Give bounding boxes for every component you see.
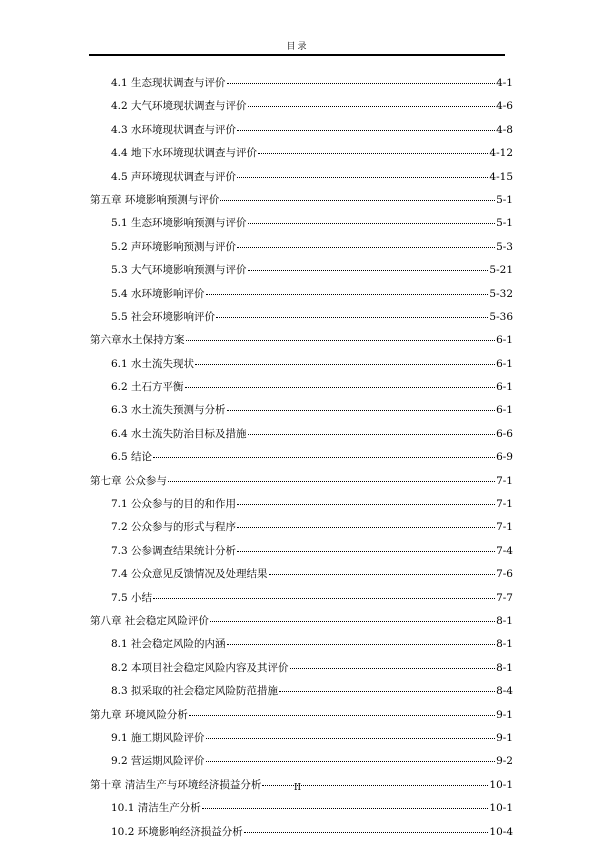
toc-section-entry[interactable]: [111, 262, 513, 285]
toc-entry-title: 7.4 公众意见反馈情况及处理结果: [111, 568, 268, 581]
toc-entry-title: 4.5 声环境现状调查与评价: [111, 170, 237, 183]
toc-section-entry[interactable]: [111, 122, 513, 145]
toc-dot-leader: [153, 598, 495, 599]
toc-chapter-entry[interactable]: [90, 192, 513, 215]
toc-entry-title: 第五章 环境影响预测与评价: [90, 193, 220, 206]
toc-section-entry[interactable]: [111, 426, 513, 449]
toc-entry-title: 7.5 小结: [111, 591, 153, 604]
toc-entry-page: 5-21: [489, 264, 513, 277]
toc-dot-leader: [248, 223, 496, 224]
toc-dot-leader: [269, 574, 496, 575]
toc-entry-page: 7-1: [496, 521, 513, 534]
toc-dot-leader: [227, 644, 496, 645]
toc-entry-title: 6.2 土石方平衡: [111, 381, 184, 394]
toc-dot-leader: [244, 832, 489, 833]
toc-dot-leader: [248, 434, 496, 435]
toc-dot-leader: [206, 761, 496, 762]
toc-entry-page: 5-36: [489, 310, 513, 323]
toc-section-entry[interactable]: [111, 75, 513, 98]
toc-section-entry[interactable]: [111, 730, 513, 753]
toc-entry-title: 5.3 大气环境影响预测与评价: [111, 264, 247, 277]
toc-chapter-entry[interactable]: [90, 613, 513, 636]
toc-dot-leader: [185, 387, 496, 388]
toc-section-entry[interactable]: [111, 98, 513, 121]
toc-entry-page: 6-9: [496, 451, 513, 464]
toc-entry-page: 9-1: [496, 731, 513, 744]
toc-dot-leader: [258, 153, 488, 154]
toc-section-entry[interactable]: [111, 309, 513, 332]
toc-dot-leader: [206, 294, 489, 295]
toc-entry-title: 6.5 结论: [111, 451, 153, 464]
toc-entry-page: 7-1: [496, 474, 513, 487]
header-divider: [89, 54, 505, 56]
toc-entry-page: 6-6: [496, 427, 513, 440]
toc-entry-page: 6-1: [496, 334, 513, 347]
page-header-title: 目录: [286, 42, 309, 52]
toc-section-entry[interactable]: [111, 636, 513, 659]
toc-chapter-entry[interactable]: [90, 473, 513, 496]
toc-section-entry[interactable]: [111, 800, 513, 823]
toc-dot-leader: [186, 340, 496, 341]
toc-entry-page: 6-1: [496, 357, 513, 370]
toc-entry-page: 8-4: [496, 685, 513, 698]
toc-section-entry[interactable]: [111, 379, 513, 402]
toc-entry-page: 9-1: [496, 708, 513, 721]
toc-dot-leader: [290, 668, 496, 669]
toc-entry-page: 5-3: [496, 240, 513, 253]
toc-entry-page: 5-1: [496, 217, 513, 230]
toc-entry-page: 7-1: [496, 498, 513, 511]
toc-section-entry[interactable]: [111, 145, 513, 168]
toc-dot-leader: [206, 738, 496, 739]
toc-entry-page: 4-6: [496, 100, 513, 113]
toc-entry-title: 4.3 水环境现状调查与评价: [111, 123, 237, 136]
toc-entry-title: 8.1 社会稳定风险的内涵: [111, 638, 226, 651]
toc-dot-leader: [237, 551, 495, 552]
toc-entry-title: 第十章 清洁生产与环境经济损益分析: [90, 778, 262, 791]
toc-dot-leader: [210, 621, 495, 622]
toc-entry-title: 6.3 水土流失预测与分析: [111, 404, 226, 417]
toc-section-entry[interactable]: [111, 590, 513, 613]
toc-dot-leader: [220, 200, 495, 201]
toc-section-entry[interactable]: [111, 169, 513, 192]
toc-dot-leader: [202, 808, 489, 809]
toc-entry-title: 第七章 公众参与: [90, 474, 167, 487]
toc-entry-page: 7-4: [496, 544, 513, 557]
toc-section-entry[interactable]: [111, 683, 513, 706]
toc-dot-leader: [168, 481, 495, 482]
toc-section-entry[interactable]: [111, 239, 513, 262]
toc-section-entry[interactable]: [111, 449, 513, 472]
toc-entry-page: 4-1: [496, 77, 513, 89]
toc-chapter-entry[interactable]: [90, 707, 513, 730]
toc-section-entry[interactable]: [111, 543, 513, 566]
toc-entry-page: 7-7: [496, 591, 513, 604]
toc-entry-title: 6.1 水土流失现状: [111, 357, 195, 370]
toc-entry-title: 5.1 生态环境影响预测与评价: [111, 217, 247, 230]
toc-dot-leader: [227, 83, 496, 84]
toc-entry-title: 5.4 水环境影响评价: [111, 287, 205, 300]
toc-dot-leader: [189, 715, 495, 716]
toc-entry-title: 6.4 水土流失防治目标及措施: [111, 427, 247, 440]
toc-dot-leader: [237, 247, 495, 248]
toc-section-entry[interactable]: [111, 402, 513, 425]
toc-dot-leader: [216, 317, 488, 318]
toc-section-entry[interactable]: [111, 215, 513, 238]
toc-dot-leader: [237, 130, 495, 131]
toc-section-entry[interactable]: [111, 496, 513, 519]
toc-entry-title: 7.2 公众参与的形式与程序: [111, 521, 237, 534]
toc-dot-leader: [248, 106, 496, 107]
toc-section-entry[interactable]: [111, 753, 513, 776]
toc-entry-page: 7-6: [496, 568, 513, 581]
toc-entry-page: 5-32: [489, 287, 513, 300]
toc-section-entry[interactable]: [111, 660, 513, 683]
toc-entry-title: 10.1 清洁生产分析: [111, 802, 201, 815]
toc-dot-leader: [195, 364, 495, 365]
toc-entry-title: 5.5 社会环境影响评价: [111, 310, 216, 323]
toc-dot-leader: [279, 691, 495, 692]
toc-entry-title: 7.1 公众参与的目的和作用: [111, 498, 237, 511]
toc-entry-title: 4.2 大气环境现状调查与评价: [111, 100, 247, 113]
toc-chapter-entry[interactable]: [90, 332, 513, 355]
toc-dot-leader: [153, 457, 495, 458]
toc-dot-leader: [227, 410, 496, 411]
toc-entry-title: 4.1 生态现状调查与评价: [111, 77, 226, 89]
toc-entry-page: 10-4: [489, 825, 513, 838]
toc-entry-page: 4-8: [496, 123, 513, 136]
toc-entry-title: 9.1 施工期风险评价: [111, 731, 205, 744]
toc-entry-page: 9-2: [496, 755, 513, 768]
toc-entry-page: 4-15: [489, 170, 513, 183]
toc-entry-title: 第九章 环境风险分析: [90, 708, 188, 721]
table-of-contents: [0, 75, 595, 847]
page-number: II: [293, 783, 302, 793]
toc-section-entry[interactable]: [111, 519, 513, 542]
toc-dot-leader: [237, 177, 488, 178]
toc-section-entry[interactable]: [111, 566, 513, 589]
toc-entry-title: 第八章 社会稳定风险评价: [90, 614, 209, 627]
toc-entry-page: 6-1: [496, 404, 513, 417]
toc-dot-leader: [237, 527, 495, 528]
toc-entry-page: 8-1: [496, 614, 513, 627]
toc-entry-title: 5.2 声环境影响预测与评价: [111, 240, 237, 253]
toc-entry-page: 8-1: [496, 661, 513, 674]
toc-entry-page: 10-1: [489, 778, 513, 791]
toc-section-entry[interactable]: [111, 286, 513, 309]
toc-entry-title: 8.3 拟采取的社会稳定风险防范措施: [111, 685, 279, 698]
toc-entry-page: 4-12: [489, 147, 513, 160]
toc-entry-page: 8-1: [496, 638, 513, 651]
toc-entry-page: 6-1: [496, 381, 513, 394]
toc-entry-title: 10.2 环境影响经济损益分析: [111, 825, 243, 838]
toc-entry-title: 9.2 营运期风险评价: [111, 755, 205, 768]
toc-section-entry[interactable]: [111, 824, 513, 847]
toc-section-entry[interactable]: [111, 356, 513, 379]
toc-dot-leader: [237, 504, 495, 505]
toc-entry-title: 第六章水土保持方案: [90, 334, 185, 347]
toc-entry-page: 10-1: [489, 802, 513, 815]
toc-entry-title: 7.3 公参调查结果统计分析: [111, 544, 237, 557]
toc-entry-title: 4.4 地下水环境现状调查与评价: [111, 147, 258, 160]
toc-dot-leader: [248, 270, 489, 271]
toc-entry-title: 8.2 本项目社会稳定风险内容及其评价: [111, 661, 289, 674]
toc-entry-page: 5-1: [496, 193, 513, 206]
